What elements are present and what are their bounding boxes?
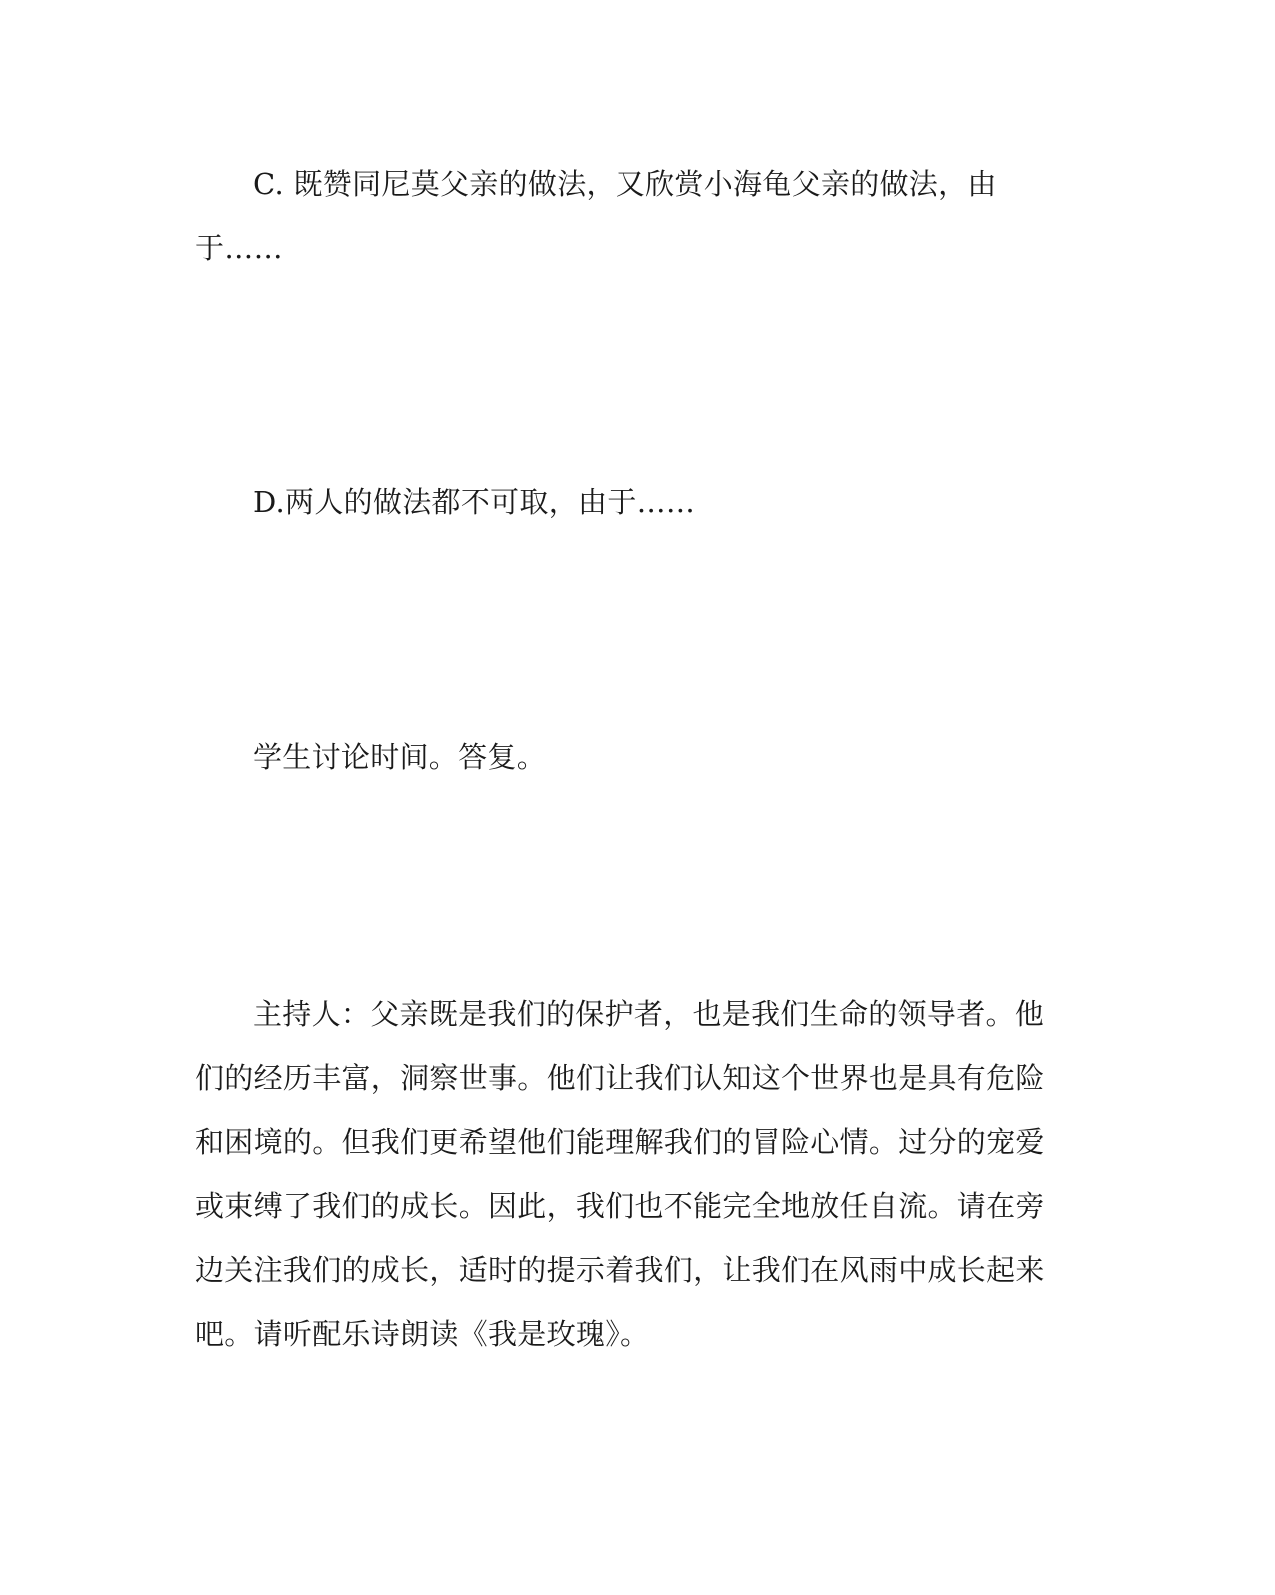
discussion-paragraph: 学生讨论时间。答复。 (253, 740, 547, 774)
option-c-paragraph: C. 既赞同尼莫父亲的做法，又欣赏小海龟父亲的做法，由于…… (195, 167, 997, 265)
option-d-paragraph: D.两人的做法都不可取，由于…… (253, 485, 696, 519)
host-paragraph: 主持人：父亲既是我们的保护者，也是我们生命的领导者。他们的经历丰富，洞察世事。他们让我们认知这个世界也是具有危险和困境的。但我们更希望他们能理解我们的冒险心情。过分的宠爱或束缚了我们的成长。因此，我们也不能完全地放任自流。请在旁边关注我们的成长，适时的提示着我们，让我们在风雨中成长起来吧。请听配乐诗朗读《我是玫瑰》。 (195, 997, 1045, 1351)
